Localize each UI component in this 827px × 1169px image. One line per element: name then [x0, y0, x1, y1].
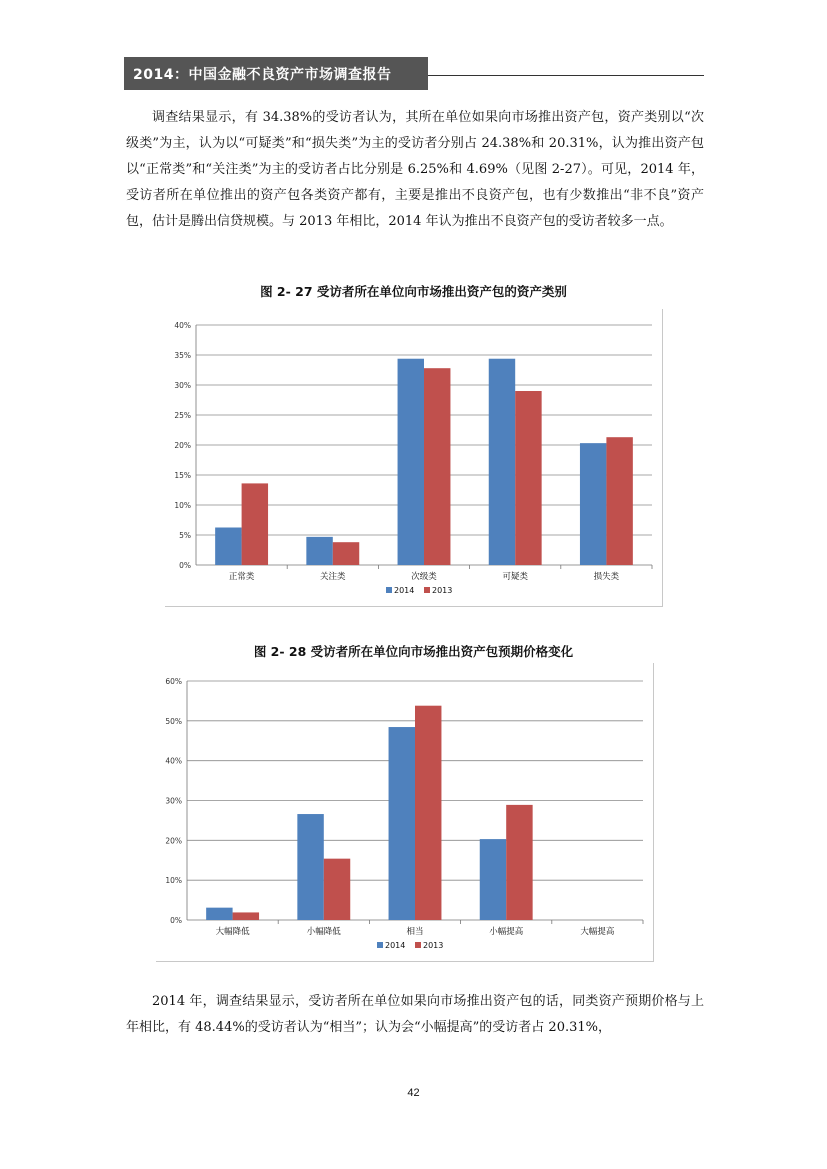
- x-category-label: 可疑类: [502, 572, 528, 582]
- bar-2013-大幅降低: [233, 912, 259, 920]
- bar-2013-可疑类: [515, 391, 541, 565]
- y-tick-label: 10%: [174, 501, 191, 510]
- bar-2014-正常类: [215, 528, 241, 566]
- legend-label-2014: 2014: [394, 586, 415, 595]
- bar-2013-小幅降低: [324, 859, 350, 920]
- x-category-label: 正常类: [228, 572, 255, 582]
- y-tick-label: 40%: [165, 756, 182, 766]
- figure-2-27-caption: 图 2- 27 受访者所在单位向市场推出资产包的资产类别: [260, 284, 567, 299]
- bar-2014-小幅降低: [297, 814, 323, 920]
- x-category-label: 关注类: [320, 572, 346, 582]
- y-tick-label: 5%: [179, 531, 191, 540]
- report-header-title: 2014：中国金融不良资产市场调查报告: [133, 67, 392, 83]
- bar-2013-次级类: [424, 368, 450, 565]
- legend-label-2014: 2014: [385, 941, 406, 950]
- price-change-bar-chart: [156, 663, 653, 961]
- x-category-label: 小幅降低: [306, 927, 341, 937]
- y-tick-label: 25%: [174, 411, 191, 420]
- y-tick-label: 30%: [174, 381, 191, 390]
- legend-swatch-2014: [386, 587, 392, 593]
- asset-category-bar-chart: [165, 309, 662, 606]
- bar-2014-相当: [389, 727, 415, 920]
- y-tick-label: 50%: [165, 716, 182, 726]
- bar-2014-小幅提高: [480, 839, 506, 920]
- header-rule: [428, 75, 704, 76]
- figure-2-27-chart: [165, 309, 663, 607]
- figure-2-28-chart: [156, 663, 654, 962]
- y-tick-label: 0%: [179, 561, 191, 570]
- y-tick-label: 30%: [165, 796, 182, 806]
- y-tick-label: 0%: [170, 916, 182, 925]
- legend-label-2013: 2013: [423, 941, 444, 950]
- y-tick-label: 35%: [174, 351, 191, 360]
- y-tick-label: 15%: [174, 471, 191, 480]
- bar-2014-关注类: [306, 537, 332, 565]
- bar-2014-次级类: [398, 359, 424, 565]
- bar-2014-可疑类: [489, 359, 515, 565]
- bar-2013-正常类: [242, 483, 268, 565]
- y-tick-label: 20%: [174, 441, 191, 450]
- y-tick-label: 20%: [165, 836, 182, 846]
- legend-swatch-2013: [415, 942, 421, 948]
- y-tick-label: 40%: [174, 321, 191, 330]
- x-category-label: 损失类: [593, 572, 620, 582]
- bar-2013-关注类: [333, 542, 359, 565]
- x-category-label: 相当: [406, 927, 424, 937]
- x-category-label: 大幅降低: [215, 927, 250, 937]
- x-category-label: 大幅提高: [580, 927, 615, 937]
- bar-2014-大幅降低: [206, 908, 232, 920]
- x-category-label: 次级类: [411, 572, 437, 582]
- paragraph-2-text: 2014 年，调查结果显示，受访者所在单位如果向市场推出资产包的话，同类资产预期价格与上年相比，有 48.44%的受访者认为“相当”；认为会“小幅提高”的受访者占 20.31%，: [126, 994, 704, 1035]
- legend-label-2013: 2013: [432, 586, 453, 595]
- legend-swatch-2013: [424, 587, 430, 593]
- y-tick-label: 10%: [165, 876, 182, 886]
- bar-2013-相当: [415, 706, 441, 920]
- legend-swatch-2014: [377, 942, 383, 948]
- paragraph-1: [126, 105, 704, 235]
- y-tick-label: 60%: [165, 677, 182, 686]
- bar-2013-损失类: [606, 437, 632, 565]
- paragraph-2: [126, 989, 704, 1041]
- x-category-label: 小幅提高: [489, 927, 524, 937]
- paragraph-1-text: 调查结果显示，有 34.38%的受访者认为，其所在单位如果向市场推出资产包，资产类别以“次级类”为主，认为以“可疑类”和“损失类”为主的受访者分别占 24.38%和 20.31%，认为推出资产包以“正常类”和“关注类”为主的受访者占比分别是 6.25%和 4.69%（见图 2-27）。可见，2014 年，受访者所在单位推出的资产包各类资产都有，主要是推出不良资产包，也有少数推出“非不良”资产包，估计是腾出信贷规模。与 2013 年相比，2014 年认为推出不良资产包的受访者较多一点。: [126, 110, 704, 229]
- page-number: 42: [407, 1087, 420, 1099]
- bar-2013-小幅提高: [506, 805, 532, 920]
- bar-2014-损失类: [580, 443, 606, 565]
- figure-2-28-caption: 图 2- 28 受访者所在单位向市场推出资产包预期价格变化: [253, 644, 574, 659]
